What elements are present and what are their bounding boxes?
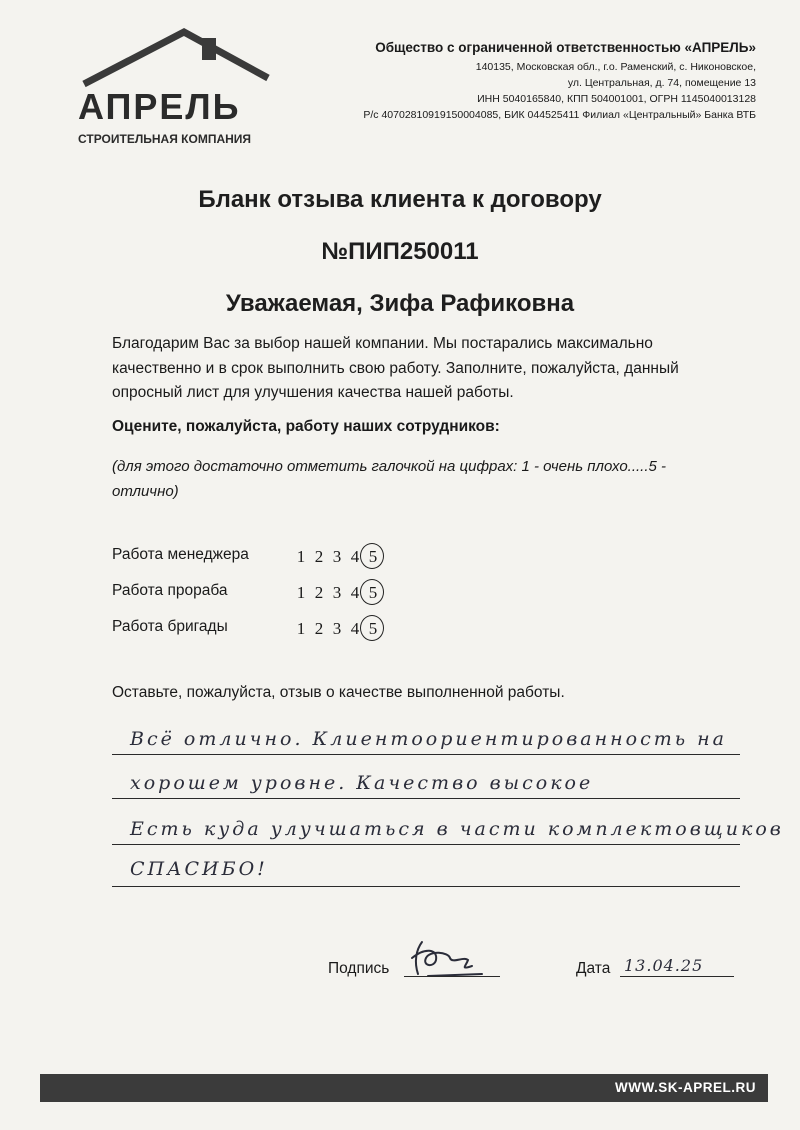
company-ids: ИНН 5040165840, КПП 504001001, ОГРН 1145040013128 <box>477 93 756 105</box>
rating-hint: (для этого достаточно отметить галочкой на цифрах: 1 - очень плохо.....5 - отлично) <box>112 458 667 500</box>
signature-label: Подпись <box>328 960 390 977</box>
rating-row-manager <box>112 542 432 572</box>
company-details <box>256 40 756 123</box>
greeting: Уважаемая, Зифа Рафиковна <box>225 290 575 317</box>
signature-scribble-icon <box>408 936 488 980</box>
feedback-handwritten-line: Есть куда улучшаться в части комплектовщиков <box>130 818 784 840</box>
date-line <box>620 976 734 977</box>
rating-score-4: 4 <box>350 547 360 566</box>
rating-row-foreman <box>112 578 432 608</box>
feedback-handwritten-line: хорошем уровне. Качество высокое <box>130 772 594 794</box>
rating-score-4: 4 <box>350 583 360 602</box>
footer-url: WWW.SK-APREL.RU <box>615 1080 756 1095</box>
rating-label: Работа прораба <box>112 582 228 599</box>
rating-row-crew <box>112 614 432 644</box>
signature-line <box>404 976 500 977</box>
rating-score-1: 1 <box>296 547 306 566</box>
intro-text: Благодарим Вас за выбор нашей компании. Мы постарались максимально качественно и в срок выполнить свою работу. Заполните, пожалуйста, данный опросный лист для улучшения качества нашей работы. <box>112 335 679 401</box>
roof-icon <box>72 28 272 88</box>
feedback-rule <box>112 798 740 799</box>
company-address-2: ул. Центральная, д. 74, помещение 13 <box>567 77 756 89</box>
feedback-rule <box>112 844 740 845</box>
rating-score-2: 2 <box>314 547 324 566</box>
company-name: Общество с ограниченной ответственностью «АПРЕЛЬ» <box>375 40 756 55</box>
rating-score-2: 2 <box>314 619 324 638</box>
footer-bar <box>40 1074 768 1102</box>
rating-score-5: 5 <box>364 544 382 570</box>
feedback-rule <box>112 886 740 887</box>
feedback-rule <box>112 754 740 755</box>
feedback-handwritten-line: Всё отлично. Клиентоориентированность на <box>130 728 727 750</box>
rating-label: Работа бригады <box>112 618 228 635</box>
logo-subtitle: СТРОИТЕЛЬНАЯ КОМПАНИЯ <box>78 132 252 146</box>
rating-score-2: 2 <box>314 583 324 602</box>
rating-score-3: 3 <box>332 583 342 602</box>
rating-label: Работа менеджера <box>112 546 249 563</box>
feedback-prompt: Оставьте, пожалуйста, отзыв о качестве выполненной работы. <box>112 684 565 701</box>
rating-score-3: 3 <box>332 619 342 638</box>
rating-score-4: 4 <box>350 619 360 638</box>
date-label: Дата <box>576 960 611 977</box>
rating-score-5: 5 <box>364 616 382 642</box>
rating-score-3: 3 <box>332 547 342 566</box>
company-bank: Р/с 40702810919150004085, БИК 044525411 Филиал «Центральный» Банка ВТБ <box>363 109 756 121</box>
rating-score-1: 1 <box>296 583 306 602</box>
rating-score-1: 1 <box>296 619 306 638</box>
logo-name: АПРЕЛЬ <box>78 86 241 127</box>
rating-heading: Оцените, пожалуйста, работу наших сотрудников: <box>112 418 500 435</box>
rating-score-5: 5 <box>364 580 382 606</box>
date-value: 13.04.25 <box>624 956 704 975</box>
company-address-1: 140135, Московская обл., г.о. Раменский, с. Никоновское, <box>475 61 756 73</box>
company-logo <box>72 28 272 146</box>
form-title: Бланк отзыва клиента к договору <box>198 186 602 213</box>
contract-number: №ПИП250011 <box>321 238 479 265</box>
feedback-handwritten-line: СПАСИБО! <box>130 858 268 880</box>
